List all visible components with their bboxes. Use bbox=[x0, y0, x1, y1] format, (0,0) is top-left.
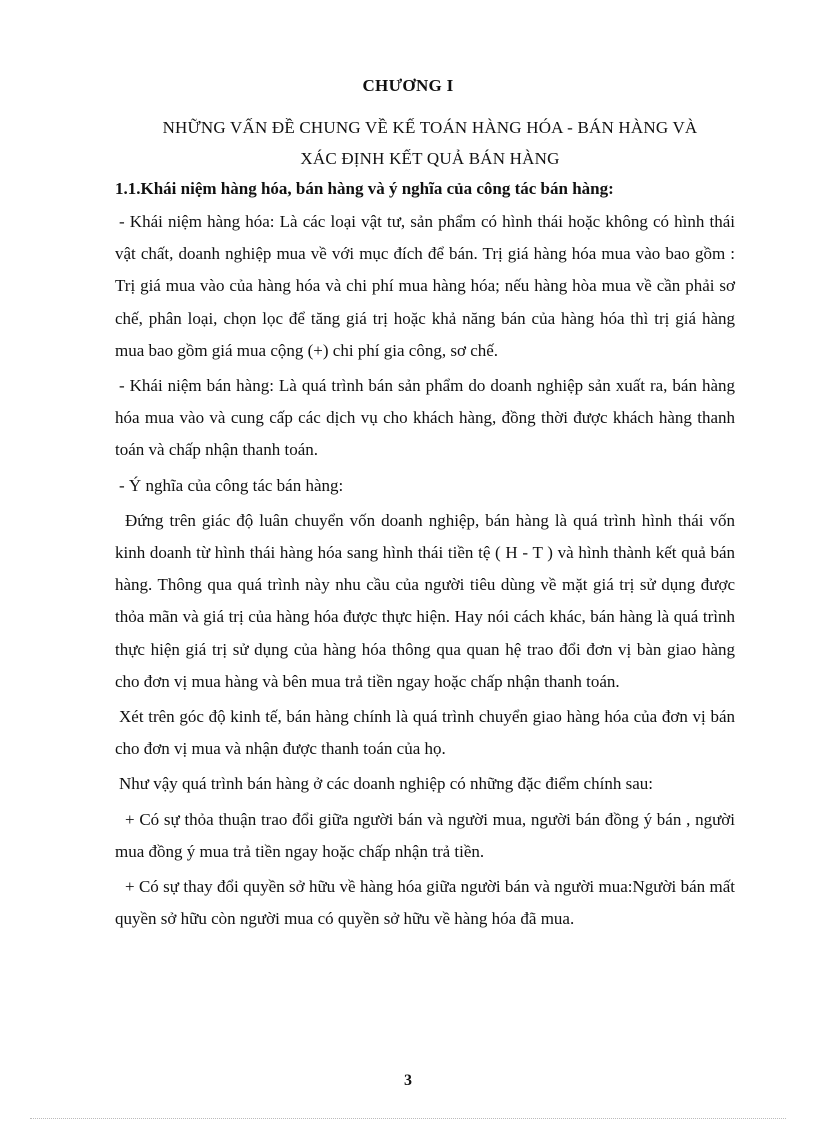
paragraph-characteristics-intro: Như vậy quá trình bán hàng ở các doanh nghiệp có những đặc điểm chính sau: bbox=[119, 774, 653, 794]
chapter-title: CHƯƠNG I bbox=[362, 76, 454, 95]
paragraph-significance-heading: - Ý nghĩa của công tác bán hàng: bbox=[119, 475, 344, 495]
paragraph-sales-definition: - Khái niệm bán hàng: Là quá trình bán sản phẩm do doanh nghiệp sản xuất ra, bán hàng hóa mua vào và cung cấp các dịch vụ cho khách hàng, đồng thời được khách hàng thanh toán và chấp nhận thanh toán. bbox=[115, 376, 735, 460]
footer-dotted-divider bbox=[30, 1118, 786, 1119]
paragraph-characteristic-ownership: + Có sự thay đổi quyền sở hữu về hàng hóa giữa người bán và người mua:Người bán mất quyền sở hữu còn người mua có quyền sở hữu về hàng hóa đã mua. bbox=[115, 877, 735, 929]
body-text bbox=[115, 206, 735, 935]
chapter-subtitle-line-1: NHỮNG VẤN ĐỀ CHUNG VỀ KẾ TOÁN HÀNG HÓA - BÁN HÀNG VÀ bbox=[162, 118, 698, 137]
paragraph-characteristic-agreement: + Có sự thỏa thuận trao đổi giữa người bán và người mua, người bán đồng ý bán , người mua đồng ý mua trả tiền ngay hoặc chấp nhận trả tiền. bbox=[115, 809, 735, 861]
paragraph-capital-perspective: Đứng trên giác độ luân chuyển vốn doanh nghiệp, bán hàng là quá trình hình thái vốn kinh doanh từ hình thái hàng hóa sang hình thái tiền tệ ( H - T ) và hình thành kết quả bán hàng. Thông qua quá trình này nhu cầu của người tiêu dùng về mặt giá trị sử dụng được thỏa mãn và giá trị của hàng hóa được thực hiện. Hay nói cách khác, bán hàng là quá trình thực hiện giá trị sử dụng của hàng hóa thông qua quan hệ trao đổi đơn vị bàn giao hàng cho đơn vị mua hàng và bên mua trả tiền ngay hoặc chấp nhận thanh toán. bbox=[115, 510, 735, 691]
chapter-subtitle-line-2: XÁC ĐỊNH KẾT QUẢ BÁN HÀNG bbox=[300, 149, 560, 168]
paragraph-goods-definition: - Khái niệm hàng hóa: Là các loại vật tư, sản phẩm có hình thái hoặc không có hình thái vật chất, doanh nghiệp mua về với mục đích để bán. Trị giá hàng hóa mua vào bao gồm : Trị giá mua vào của hàng hóa và chi phí mua hàng hóa; nếu hàng hòa mua về cần phải sơ chế, phân loại, chọn lọc để tăng giá trị hoặc khả năng bán của hàng hóa thì trị giá hàng mua bao gồm giá mua cộng (+) chi phí gia công, sơ chế. bbox=[115, 212, 735, 360]
section-heading: 1.1.Khái niệm hàng hóa, bán hàng và ý nghĩa của công tác bán hàng: bbox=[115, 179, 614, 198]
paragraph-economic-perspective: Xét trên góc độ kinh tế, bán hàng chính là quá trình chuyển giao hàng hóa của đơn vị bán cho đơn vị mua và nhận được thanh toán của họ. bbox=[115, 707, 735, 759]
page-number: 3 bbox=[404, 1072, 412, 1089]
